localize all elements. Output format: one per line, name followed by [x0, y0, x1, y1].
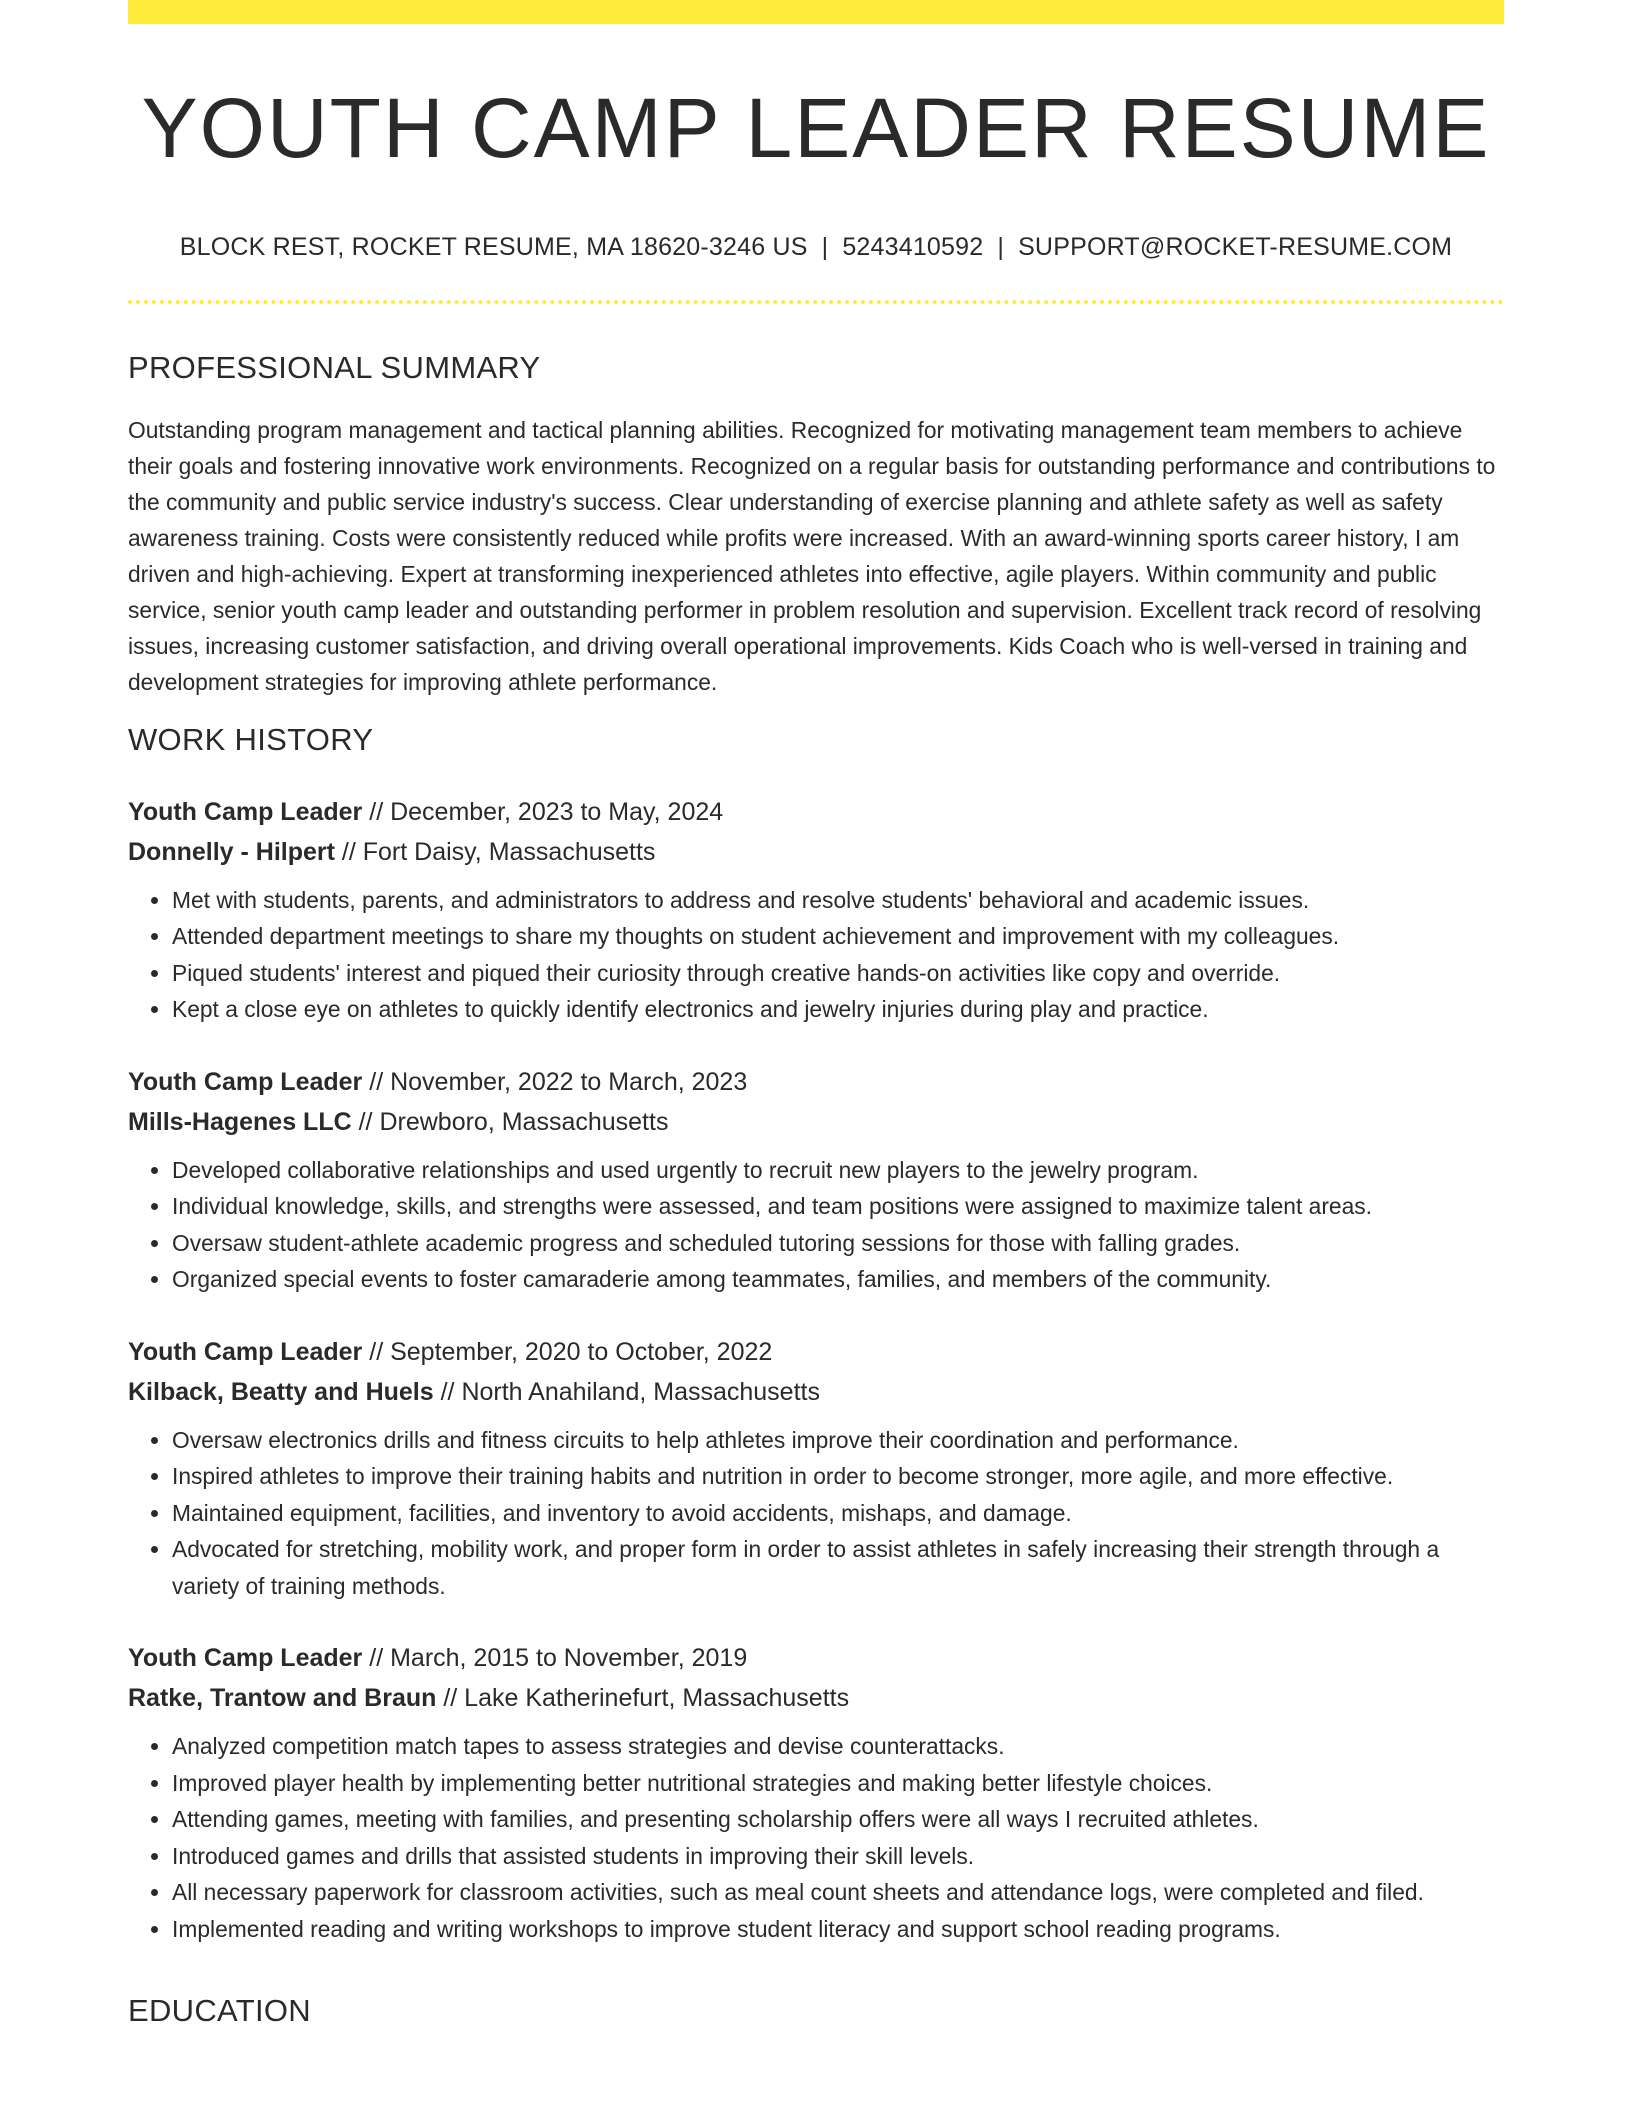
job-dates: // December, 2023 to May, 2024 [369, 797, 724, 826]
duty-item: • Implemented reading and writing workshops to improve student literacy and support school reading programs. [172, 1911, 1504, 1948]
job-entry [128, 1062, 1504, 1298]
job-entry [128, 792, 1504, 1028]
top-accent-bar [128, 0, 1504, 24]
resume-title: YOUTH CAMP LEADER RESUME [141, 81, 1491, 175]
job-company: Donnelly - Hilpert [128, 837, 335, 866]
job-entry [128, 1638, 1504, 1947]
duty-list [128, 882, 1504, 1028]
job-company: Kilback, Beatty and Huels [128, 1377, 434, 1406]
duty-item: • Oversaw student-athlete academic progress and scheduled tutoring sessions for those with falling grades. [172, 1225, 1504, 1262]
job-company: Mills-Hagenes LLC [128, 1107, 352, 1136]
duty-item: • Inspired athletes to improve their training habits and nutrition in order to become stronger, more agile, and more effective. [172, 1458, 1504, 1495]
summary-heading: PROFESSIONAL SUMMARY [128, 349, 541, 385]
duty-item: • Introduced games and drills that assisted students in improving their skill levels. [172, 1838, 1504, 1875]
contact-phone: 5243410592 [842, 232, 984, 261]
dotted-divider [128, 300, 1504, 304]
job-title: Youth Camp Leader [128, 1067, 363, 1096]
duty-item: • All necessary paperwork for classroom activities, such as meal count sheets and attendance logs, were completed and filed. [172, 1874, 1504, 1911]
job-title: Youth Camp Leader [128, 797, 363, 826]
duty-item: • Individual knowledge, skills, and strengths were assessed, and team positions were assigned to maximize talent areas. [172, 1188, 1504, 1225]
duty-item: • Kept a close eye on athletes to quickly identify electronics and jewelry injuries during play and practice. [172, 991, 1504, 1028]
duty-item: • Improved player health by implementing better nutritional strategies and making better lifestyle choices. [172, 1765, 1504, 1802]
job-dates: // November, 2022 to March, 2023 [369, 1067, 748, 1096]
job-title-line [128, 792, 1504, 832]
duty-item: • Maintained equipment, facilities, and inventory to avoid accidents, mishaps, and damage. [172, 1495, 1504, 1532]
job-location: // North Anahiland, Massachusetts [440, 1377, 820, 1406]
duty-list [128, 1152, 1504, 1298]
contact-line [128, 233, 1504, 262]
summary-text: Outstanding program management and tactical planning abilities. Recognized for motivating management team members to achieve their goals and fostering innovative work environments. Recognized on a regular basis for outstanding performance and contributions to the community and public service industry's success. Clear understanding of exercise planning and athlete safety as well as safety awareness training. Costs were consistently reduced while profits were increased. With an award-winning sports career history, I am driven and high-achieving. Expert at transforming inexperienced athletes into effective, agile players. Within community and public service, senior youth camp leader and outstanding performer in problem resolution and supervision. Excellent track record of resolving issues, increasing customer satisfaction, and driving overall operational improvements. Kids Coach who is well-versed in training and development strategies for improving athlete performance. [128, 416, 1496, 695]
job-location: // Lake Katherinefurt, Massachusetts [443, 1684, 850, 1713]
duty-list [128, 1422, 1504, 1605]
job-company: Ratke, Trantow and Braun [128, 1684, 437, 1713]
job-company-line [128, 1372, 1504, 1412]
job-company-line [128, 1102, 1504, 1142]
duty-item: • Piqued students' interest and piqued their curiosity through creative hands-on activities like copy and override. [172, 955, 1504, 992]
contact-separator: | [997, 232, 1005, 261]
job-title: Youth Camp Leader [128, 1337, 363, 1366]
duty-item: • Developed collaborative relationships and used urgently to recruit new players to the jewelry program. [172, 1152, 1504, 1189]
job-dates: // March, 2015 to November, 2019 [369, 1644, 748, 1673]
duty-list [128, 1728, 1504, 1947]
contact-separator: | [821, 232, 829, 261]
duty-item: • Advocated for stretching, mobility work, and proper form in order to assist athletes in safely increasing their strength through a variety of training methods. [172, 1531, 1504, 1604]
job-location: // Fort Daisy, Massachusetts [341, 837, 656, 866]
duty-item: • Oversaw electronics drills and fitness circuits to help athletes improve their coordination and performance. [172, 1422, 1504, 1459]
job-entry [128, 1332, 1504, 1605]
contact-email: SUPPORT@ROCKET-RESUME.COM [1018, 232, 1453, 261]
duty-item: • Analyzed competition match tapes to assess strategies and devise counterattacks. [172, 1728, 1504, 1765]
duty-item: • Attending games, meeting with families, and presenting scholarship offers were all ways I recruited athletes. [172, 1801, 1504, 1838]
job-title-line [128, 1638, 1504, 1678]
work-history-heading: WORK HISTORY [128, 721, 374, 757]
job-title-line [128, 1062, 1504, 1102]
resume-page [128, 0, 1504, 2029]
job-dates: // September, 2020 to October, 2022 [369, 1337, 773, 1366]
job-company-line [128, 1678, 1504, 1718]
job-company-line [128, 832, 1504, 872]
job-title-line [128, 1332, 1504, 1372]
duty-item: • Organized special events to foster camaraderie among teammates, families, and members of the community. [172, 1261, 1504, 1298]
job-location: // Drewboro, Massachusetts [358, 1107, 669, 1136]
education-heading: EDUCATION [128, 1993, 311, 2029]
duty-item: • Attended department meetings to share my thoughts on student achievement and improvement with my colleagues. [172, 918, 1504, 955]
contact-address: BLOCK REST, ROCKET RESUME, MA 18620-3246 US [179, 232, 808, 261]
job-title: Youth Camp Leader [128, 1644, 363, 1673]
duty-item: • Met with students, parents, and administrators to address and resolve students' behavioral and academic issues. [172, 882, 1504, 919]
